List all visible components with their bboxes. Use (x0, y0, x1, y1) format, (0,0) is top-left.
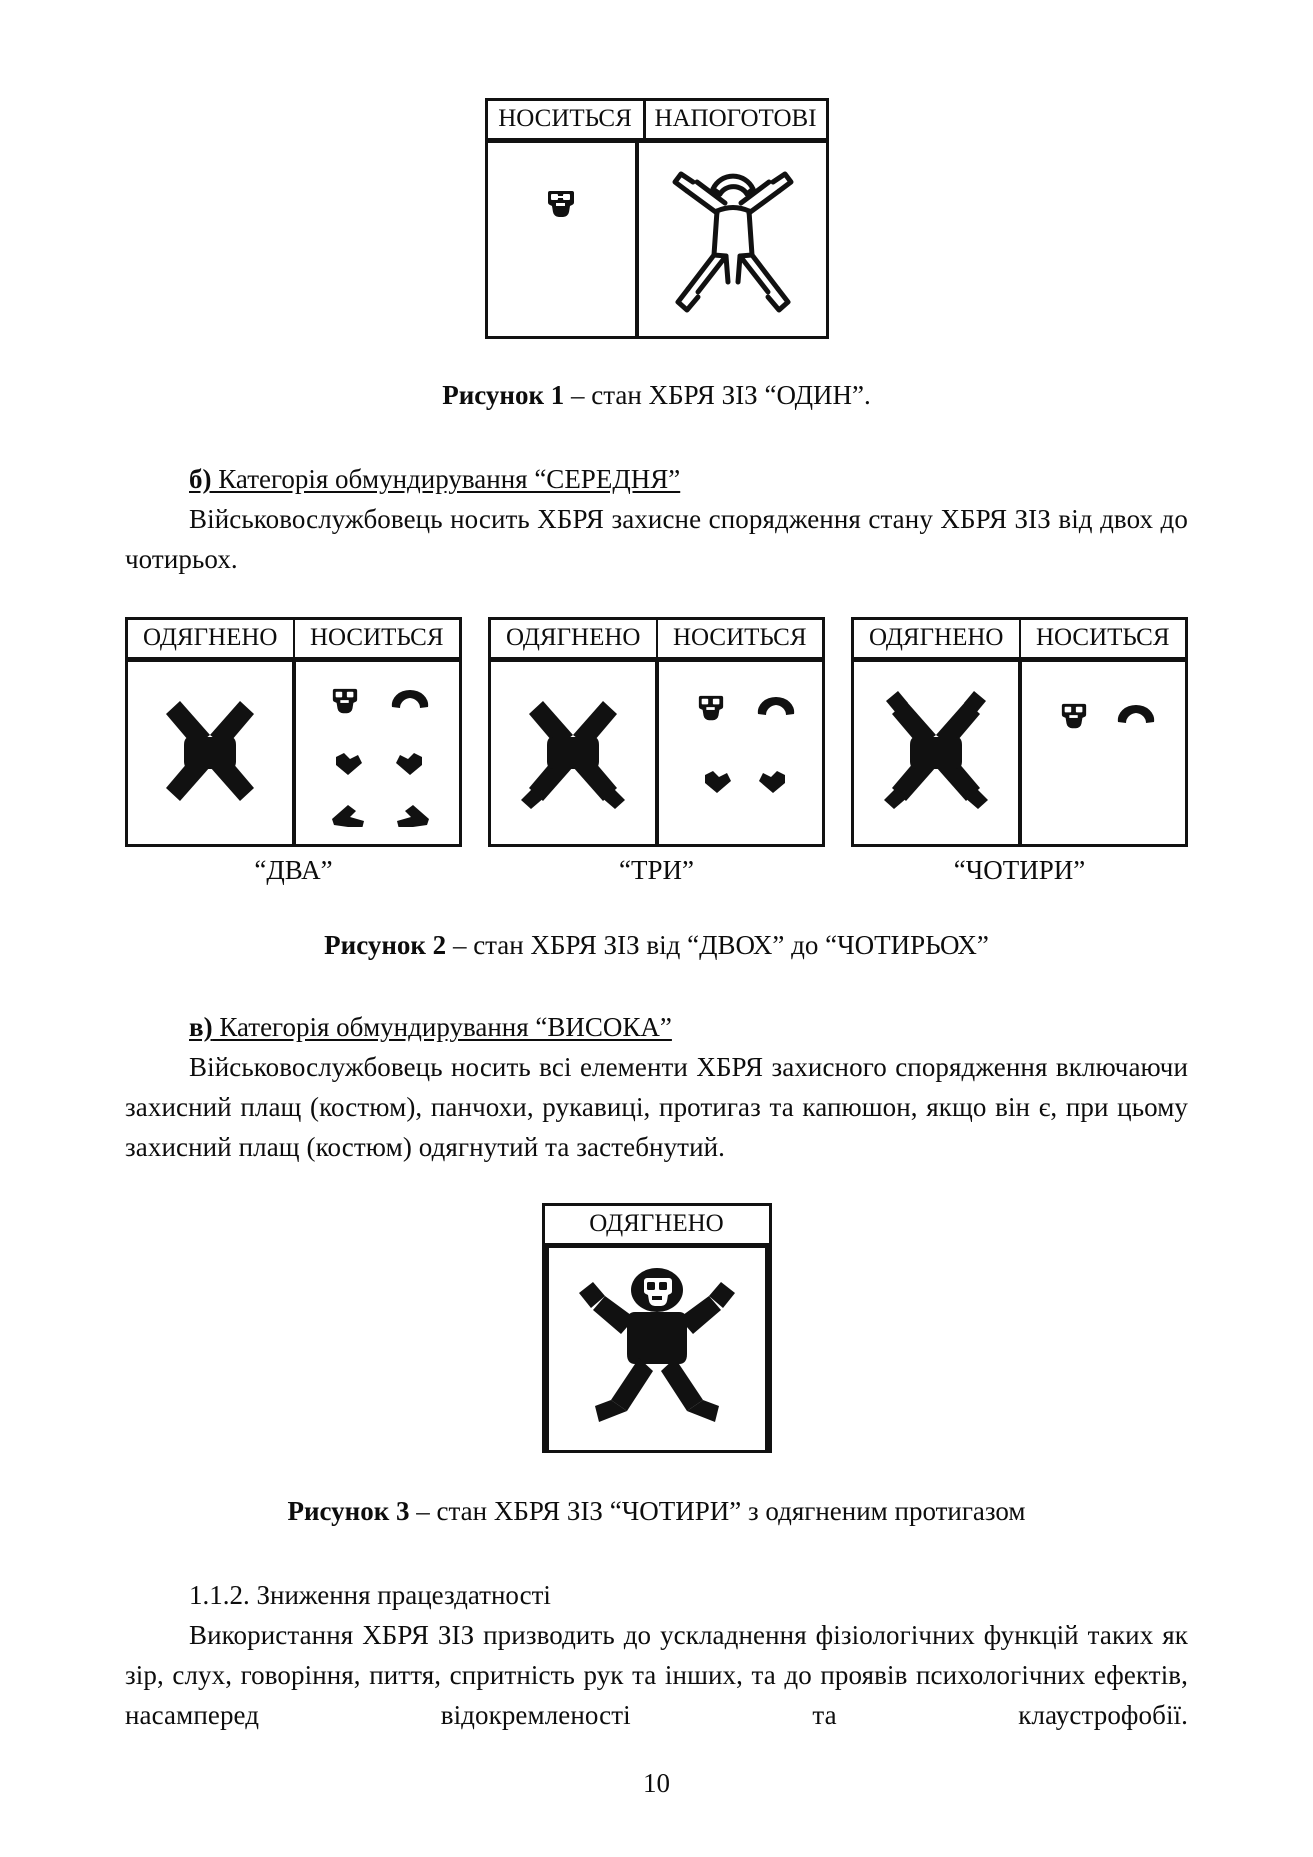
section-b-heading-text: Категорія обмундирування “СЕРЕДНЯ” (211, 464, 681, 494)
figure-3-caption (125, 1491, 1188, 1531)
gas-mask-icon (331, 686, 359, 718)
hood-icon (1116, 703, 1156, 731)
section-112-paragraph: Використання ХБРЯ ЗІЗ призводить до ускладнення фізіологічних функцій таких як зір, слух, говоріння, пиття, спритність рук та інших, та до проявів психологічних ефектів, насамперед відокремленості та клаустрофобії. (125, 1620, 1188, 1730)
figure-3-header-donned: ОДЯГНЕНО (545, 1206, 769, 1246)
figure-2-group-dva-label: “ДВА” (254, 855, 333, 885)
protective-suit-filled-icon (150, 683, 270, 823)
glove-icon (757, 769, 789, 795)
figure-2-caption-label: Рисунок 2 (324, 930, 447, 960)
figure-1 (125, 98, 1188, 339)
section-b-paragraph: Військовослужбовець носить ХБРЯ захисне спорядження стану ХБРЯ ЗІЗ від двох до чотирьох. (125, 504, 1188, 574)
figure-1-header-row (488, 101, 826, 141)
figure-2-group-try-table (488, 617, 825, 847)
figure-1-caption-text: – стан ХБРЯ ЗІЗ “ОДИН”. (564, 380, 871, 410)
figure-2-group-try-body-row (491, 660, 822, 844)
section-b-marker: б) (189, 464, 212, 494)
glove-icon (332, 751, 364, 777)
figure-2-group-dva-body-row (128, 660, 459, 844)
figure-1-cell-worn (488, 143, 639, 336)
figure-2-group-dva-header-carried: НОСИТЬСЯ (310, 624, 444, 651)
figure-2-group-dva-cell-donned (128, 662, 296, 844)
section-112-heading: 1.1.2. Зниження працездатності (189, 1580, 551, 1610)
figure-1-caption (125, 375, 1188, 415)
figure-2-group-try-label: “ТРИ” (619, 855, 694, 885)
figure-3 (125, 1203, 1188, 1453)
figure-2-group-try-cell-donned (491, 662, 659, 844)
figure-2-group-dva-cell-carried (296, 662, 460, 844)
figure-2-group-try-header-donned: ОДЯГНЕНО (491, 620, 658, 657)
figure-2-group-try (488, 617, 825, 887)
figure-2-group-try-cell-carried (659, 662, 823, 844)
gas-mask-icon (1060, 701, 1088, 733)
figure-2-group-dva (125, 617, 462, 887)
figure-2-group-dva-header-row (128, 620, 459, 660)
section-v-marker: в) (189, 1012, 213, 1042)
figure-2-group-dva-header-donned: ОДЯГНЕНО (128, 620, 295, 657)
figure-3-table (542, 1203, 772, 1453)
protective-suit-filled-icon (513, 683, 633, 823)
figure-1-cell-ready (639, 143, 826, 336)
figure-1-caption-label: Рисунок 1 (442, 380, 565, 410)
figure-2-group-chotyry-header-carried: НОСИТЬСЯ (1036, 624, 1170, 651)
section-v-paragraph: Військовослужбовець носить всі елементи ХБРЯ захисного спорядження включаючи захисний плащ (костюм), панчохи, рукавиці, протигаз та капюшон, якщо він є, при цьому захисний плащ (костюм) одягнутий та застебнутий. (125, 1052, 1188, 1162)
figure-2-group-try-header-carried: НОСИТЬСЯ (673, 624, 807, 651)
soldier-full-gear-icon (573, 1258, 741, 1440)
figure-2-caption (125, 925, 1188, 965)
glove-icon (701, 769, 733, 795)
page-number: 10 (643, 1768, 670, 1798)
boot-icon (330, 803, 366, 827)
figure-2-group-chotyry-header-donned: ОДЯГНЕНО (854, 620, 1021, 657)
figure-1-table (485, 98, 829, 339)
figure-1-header-worn: НОСИТЬСЯ (488, 101, 646, 138)
hood-icon (390, 688, 430, 716)
section-v-heading (125, 1007, 1188, 1047)
figure-2-group-chotyry-label: “ЧОТИРИ” (953, 855, 1086, 885)
section-b-heading (125, 459, 1188, 499)
gas-mask-icon (546, 188, 576, 222)
figure-2-group-chotyry-header-row (854, 620, 1185, 660)
gas-mask-icon (697, 693, 725, 725)
figure-3-caption-label: Рисунок 3 (287, 1496, 410, 1526)
figure-1-header-ready: НАПОГОТОВІ (654, 105, 817, 132)
figure-3-body (545, 1246, 769, 1450)
figure-2-group-chotyry-table (851, 617, 1188, 847)
figure-3-caption-text: – стан ХБРЯ ЗІЗ “ЧОТИРИ” з одягненим протигазом (409, 1496, 1026, 1526)
figure-1-body-row (488, 141, 826, 336)
figure-2-group-chotyry (851, 617, 1188, 887)
protective-suit-filled-icon (876, 683, 996, 823)
glove-icon (394, 751, 426, 777)
figure-2-group-chotyry-body-row (854, 660, 1185, 844)
figure-2-group-chotyry-cell-donned (854, 662, 1022, 844)
figure-2 (125, 617, 1188, 887)
figure-2-group-chotyry-cell-carried (1022, 662, 1186, 844)
top-spacer (125, 0, 1188, 46)
figure-2-group-try-header-row (491, 620, 822, 660)
figure-2-group-dva-table (125, 617, 462, 847)
hood-icon (756, 695, 796, 723)
protective-suit-outline-icon (647, 151, 817, 329)
section-v-heading-text: Категорія обмундирування “ВИСОКА” (212, 1012, 672, 1042)
boot-icon (395, 803, 431, 827)
figure-2-caption-text: – стан ХБРЯ ЗІЗ від “ДВОХ” до “ЧОТИРЬОХ” (446, 930, 989, 960)
